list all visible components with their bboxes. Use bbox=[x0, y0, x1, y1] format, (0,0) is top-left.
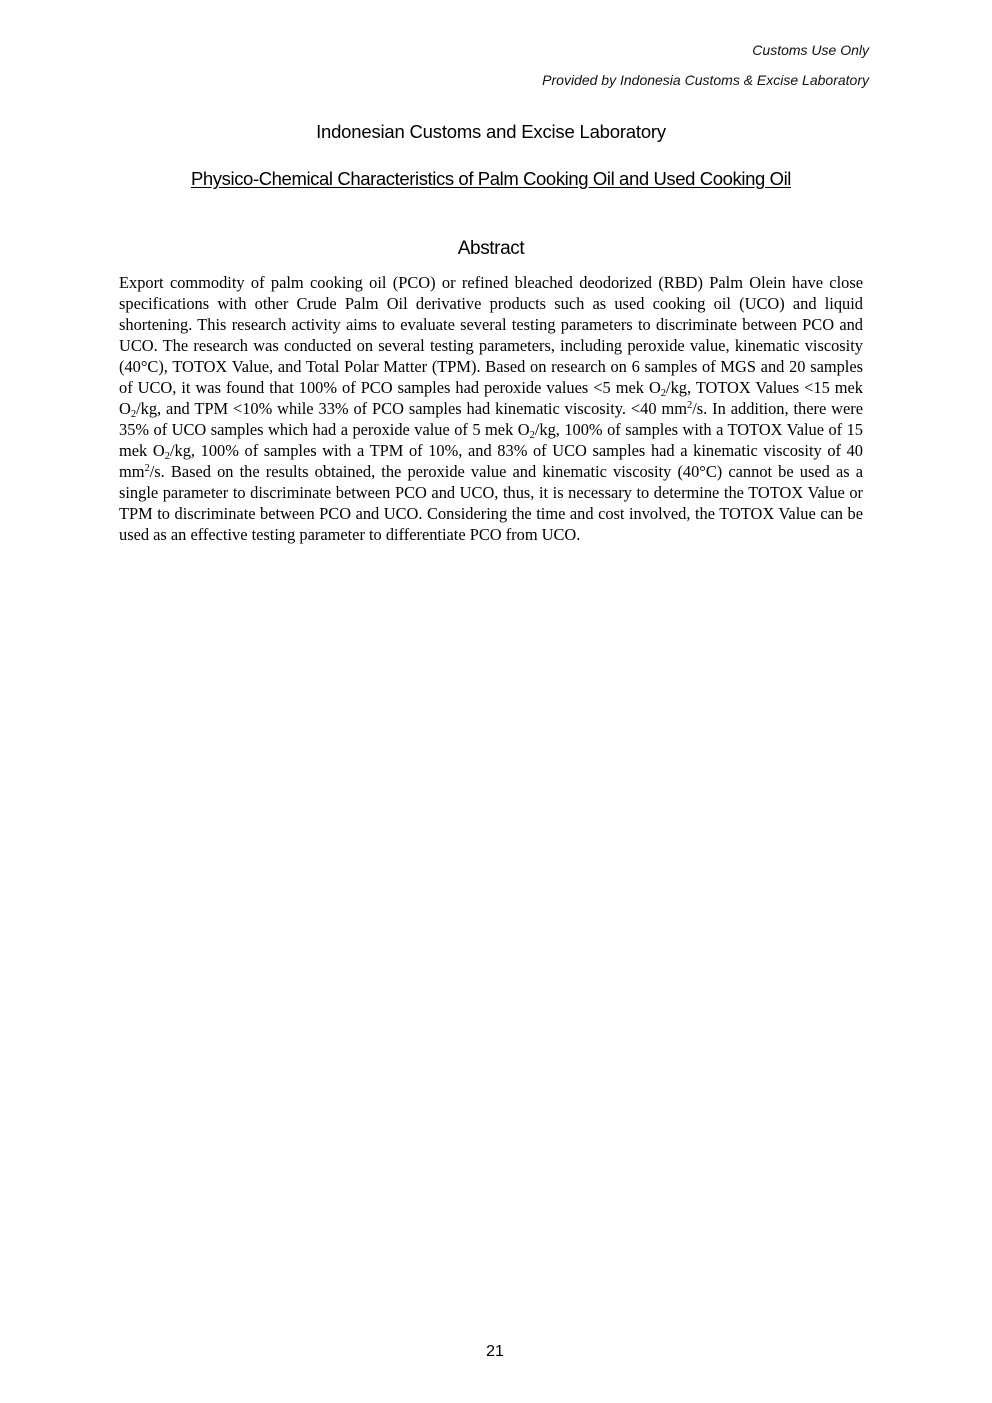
abstract-text-segment: /s. In addition, there were 35% of UCO samples which had a peroxide value of 5 mek O bbox=[119, 399, 863, 439]
customs-use-note: Customs Use Only bbox=[752, 42, 869, 58]
superscript: 2 bbox=[686, 400, 693, 411]
abstract-text-segment: /kg, and TPM <10% while 33% of PCO samples had kinematic viscosity. <40 mm bbox=[136, 399, 687, 418]
abstract-text bbox=[119, 272, 863, 545]
abstract-heading: Abstract bbox=[457, 238, 525, 259]
subscript: 2 bbox=[529, 430, 535, 441]
page-number: 21 bbox=[486, 1343, 504, 1360]
subscript: 2 bbox=[660, 388, 667, 399]
abstract-text-segment: /kg, TOTOX Values <15 mek O bbox=[119, 378, 863, 418]
institution-heading: Indonesian Customs and Excise Laboratory bbox=[316, 121, 666, 142]
abstract-text-segment: /kg, 100% of samples with a TOTOX Value of 15 mek O bbox=[119, 420, 863, 460]
superscript: 2 bbox=[144, 463, 150, 474]
provider-note: Provided by Indonesia Customs & Excise Laboratory bbox=[542, 72, 869, 88]
paper-title: Physico-Chemical Characteristics of Palm Cooking Oil and Used Cooking Oil bbox=[190, 168, 792, 189]
abstract-text-segment: Export commodity of palm cooking oil (PCO) or refined bleached deodorized (RBD) Palm Olein have close specifications with other Crude Palm Oil derivative products such as used cooking oil (UCO) and liquid shortening. This research activity aims to evaluate several testing parameters to discriminate between PCO and UCO. The research was conducted on several testing parameters, including peroxide value, kinematic viscosity (40°C), TOTOX Value, and Total Polar Matter (TPM). Based on research on 6 samples of MGS and 20 samples of UCO, it was found that 100% of PCO samples had peroxide values <5 mek O bbox=[119, 273, 863, 397]
subscript: 2 bbox=[130, 409, 137, 420]
abstract-text-segment: /kg, 100% of samples with a TPM of 10%, and 83% of UCO samples had a kinematic viscosity of 40 mm bbox=[119, 441, 863, 481]
abstract-text-segment: /s. Based on the results obtained, the peroxide value and kinematic viscosity (40°C) cannot be used as a single parameter to discriminate between PCO and UCO, thus, it is necessary to determine the TOTOX Value or TPM to discriminate between PCO and UCO. Considering the time and cost involved, the TOTOX Value can be used as an effective testing parameter to differentiate PCO from UCO. bbox=[119, 462, 863, 544]
subscript: 2 bbox=[164, 451, 170, 462]
